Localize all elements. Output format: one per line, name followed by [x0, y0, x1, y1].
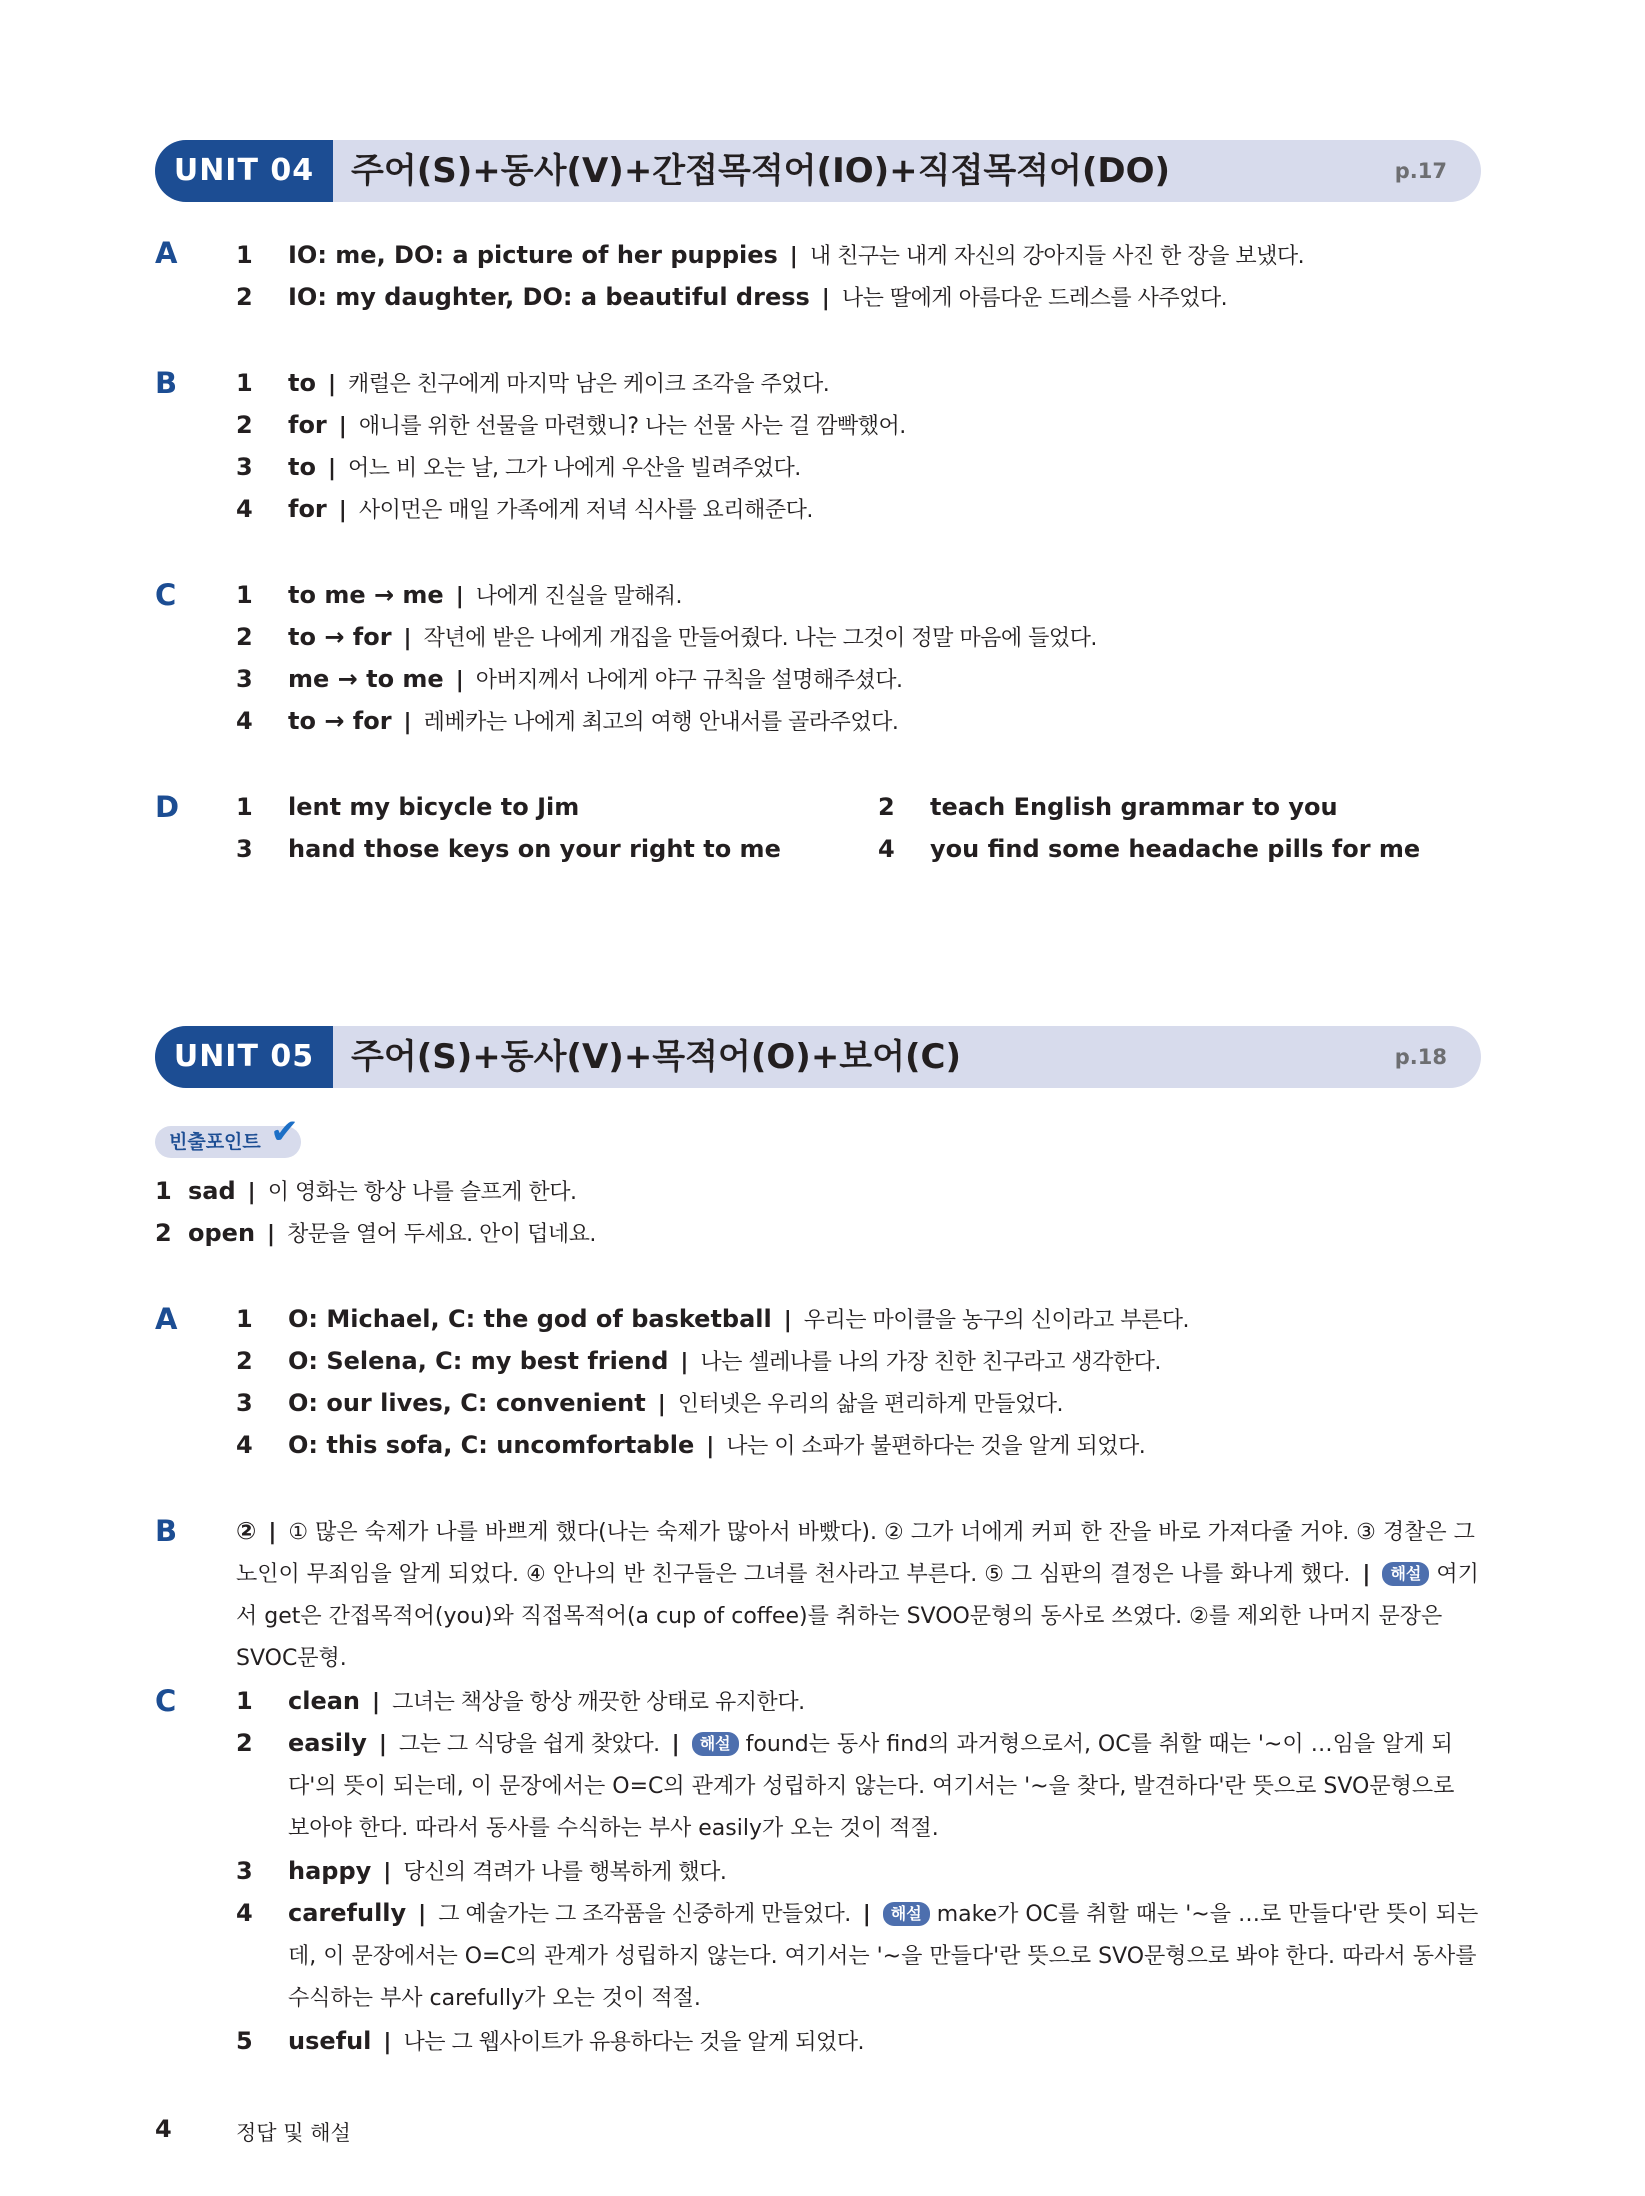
answer-text: open [188, 1219, 256, 1247]
explanation-text: found는 동사 find의 과거형으로서, OC를 취할 때는 '~이 …임을 알게 되다'의 뜻이 되는데, 이 문장에서는 O=C의 관계가 성립하지 않는다. 여기서는 '~을 찾다, 발견하다'란 뜻으로 SVO문형으로 보아야 한다. 따라서 동사를 수식하는 부사 easily가 오는 것이 적절. [288, 1732, 1455, 1841]
answer-text: clean [288, 1687, 361, 1715]
translation: 인터넷은 우리의 삶을 편리하게 만들었다. [677, 1392, 1064, 1417]
unit-badge: UNIT 04 [155, 140, 333, 202]
answer-text: you find some headache pills for me [930, 835, 1421, 863]
translation: 아버지께서 나에게 야구 규칙을 설명해주셨다. [475, 668, 903, 693]
explanation-text: 여기서 get은 간접목적어(you)와 직접목적어(a cup of coffee)를 취하는 SVOO문형의 동사로 쓰였다. ②를 제외한 나머지 문장은 SVOC문형. [236, 1562, 1479, 1671]
unit-title: 주어(S)+동사(V)+간접목적어(IO)+직접목적어(DO) [351, 151, 1171, 191]
translation: 애니를 위한 선물을 마련했니? 나는 선물 사는 걸 깜빡했어. [358, 414, 906, 439]
answer-paragraph: ② | ① 많은 숙제가 나를 바쁘게 했다(나는 숙제가 많아서 바빴다). ② 그가 너에게 커피 한 잔을 바로 가져다줄 거야. ③ 경찰은 그 노인이 무죄임을 알게 되었다. ④ 안나의 반 친구들은 그녀를 천사라고 부른다. ⑤ 그 심판의 결정은 나를 화나게 했다. | 해설 여기서 get은 간접목적어(you)와 직접목적어(a cup of coffee)를 취하는 SVOO문형의 동사로 쓰였다. ②를 제외한 나머지 문장은 SVOC문형. [236, 1517, 1479, 1671]
answer-text: me → to me [288, 665, 444, 693]
translation: 그녀는 책상을 항상 깨끗한 상태로 유지한다. [392, 1690, 805, 1715]
translation: 어느 비 오는 날, 그가 나에게 우산을 빌려주었다. [348, 456, 801, 481]
answer-text: carefully [288, 1899, 407, 1927]
section-label-d: D [155, 790, 180, 824]
explanation-text: ① 많은 숙제가 나를 바쁘게 했다(나는 숙제가 많아서 바빴다). ② 그가 너에게 커피 한 잔을 바로 가져다줄 거야. ③ 경찰은 그 노인이 무죄임을 알게 되었다. ④ 안나의 반 친구들은 그녀를 천사라고 부른다. ⑤ 그 심판의 결정은 나를 화나게 했다. [236, 1520, 1475, 1587]
haeseol-badge: 해설 [1382, 1562, 1429, 1586]
translation: 나는 이 소파가 불편하다는 것을 알게 되었다. [726, 1434, 1146, 1459]
unit-05-header [155, 1026, 1481, 1088]
answer-text: ② [236, 1517, 257, 1545]
answer-text: hand those keys on your right to me [288, 835, 781, 863]
section-label-b: B [155, 366, 178, 400]
answer-text: teach English grammar to you [930, 793, 1338, 821]
translation: 작년에 받은 나에게 개집을 만들어줬다. 나는 그것이 정말 마음에 들었다. [423, 626, 1097, 651]
translation: 내 친구는 내게 자신의 강아지들 사진 한 장을 보냈다. [809, 244, 1305, 269]
translation: 캐럴은 친구에게 마지막 남은 케이크 조각을 주었다. [348, 372, 830, 397]
explanation-text: make가 OC를 취할 때는 '~을 …로 만들다'란 뜻이 되는데, 이 문장에서는 O=C의 관계가 성립하지 않는다. 여기서는 '~을 만들다'란 뜻으로 SVO문형으로 봐야 한다. 따라서 동사를 수식하는 부사 carefully가 오는 것이 적절. [288, 1902, 1479, 2011]
answer-text: easily [288, 1729, 367, 1757]
answer-text: to → for [288, 623, 392, 651]
check-icon: ✔ [270, 1112, 299, 1152]
answer-text: for [288, 495, 327, 523]
section-label-b: B [155, 1514, 178, 1548]
translation: 이 영화는 항상 나를 슬프게 한다. [267, 1180, 577, 1205]
translation: 나에게 진실을 말해줘. [475, 584, 683, 609]
section-label-c: C [155, 578, 177, 612]
unit-title: 주어(S)+동사(V)+목적어(O)+보어(C) [351, 1037, 962, 1077]
answer-text: O: this sofa, C: uncomfortable [288, 1431, 695, 1459]
answer-text: happy [288, 1857, 372, 1885]
translation: 레베카는 나에게 최고의 여행 안내서를 골라주었다. [423, 710, 899, 735]
answer-text: IO: my daughter, DO: a beautiful dress [288, 283, 810, 311]
answer-text: to [288, 369, 316, 397]
translation: 나는 딸에게 아름다운 드레스를 사주었다. [841, 286, 1228, 311]
answer-text: IO: me, DO: a picture of her puppies [288, 241, 778, 269]
unit-04-header [155, 140, 1481, 202]
translation: 그는 그 식당을 쉽게 찾았다. [398, 1732, 660, 1757]
translation: 우리는 마이클을 농구의 신이라고 부른다. [803, 1308, 1190, 1333]
translation: 창문을 열어 두세요. 안이 덥네요. [287, 1222, 596, 1247]
haeseol-badge: 해설 [883, 1902, 930, 1926]
translation: 당신의 격려가 나를 행복하게 했다. [403, 1860, 727, 1885]
section-label-a: A [155, 236, 178, 270]
page-number: 4 [155, 2115, 172, 2143]
section-label-a: A [155, 1302, 178, 1336]
answer-text: to [288, 453, 316, 481]
translation: 사이먼은 매일 가족에게 저녁 식사를 요리해준다. [358, 498, 813, 523]
answer-text: for [288, 411, 327, 439]
translation: 그 예술가는 그 조각품을 신중하게 만들었다. [438, 1902, 851, 1927]
answer-text: sad [188, 1177, 236, 1205]
translation: 나는 그 웹사이트가 유용하다는 것을 알게 되었다. [403, 2030, 864, 2055]
haeseol-badge: 해설 [692, 1732, 739, 1756]
translation: 나는 셀레나를 나의 가장 친한 친구라고 생각한다. [700, 1350, 1161, 1375]
answer-text: O: Selena, C: my best friend [288, 1347, 669, 1375]
answer-text: lent my bicycle to Jim [288, 793, 580, 821]
answer-text: O: our lives, C: convenient [288, 1389, 646, 1417]
footer-title: 정답 및 해설 [236, 2121, 351, 2145]
answer-text: to → for [288, 707, 392, 735]
answer-text: to me → me [288, 581, 444, 609]
answer-text: useful [288, 2027, 372, 2055]
unit-badge: UNIT 05 [155, 1026, 333, 1088]
page-reference: p.18 [1394, 1045, 1447, 1069]
section-label-c: C [155, 1684, 177, 1718]
page-reference: p.17 [1394, 159, 1447, 183]
answer-text: O: Michael, C: the god of basketball [288, 1305, 772, 1333]
frequent-point-badge: 빈출포인트 ✔ [155, 1126, 301, 1158]
